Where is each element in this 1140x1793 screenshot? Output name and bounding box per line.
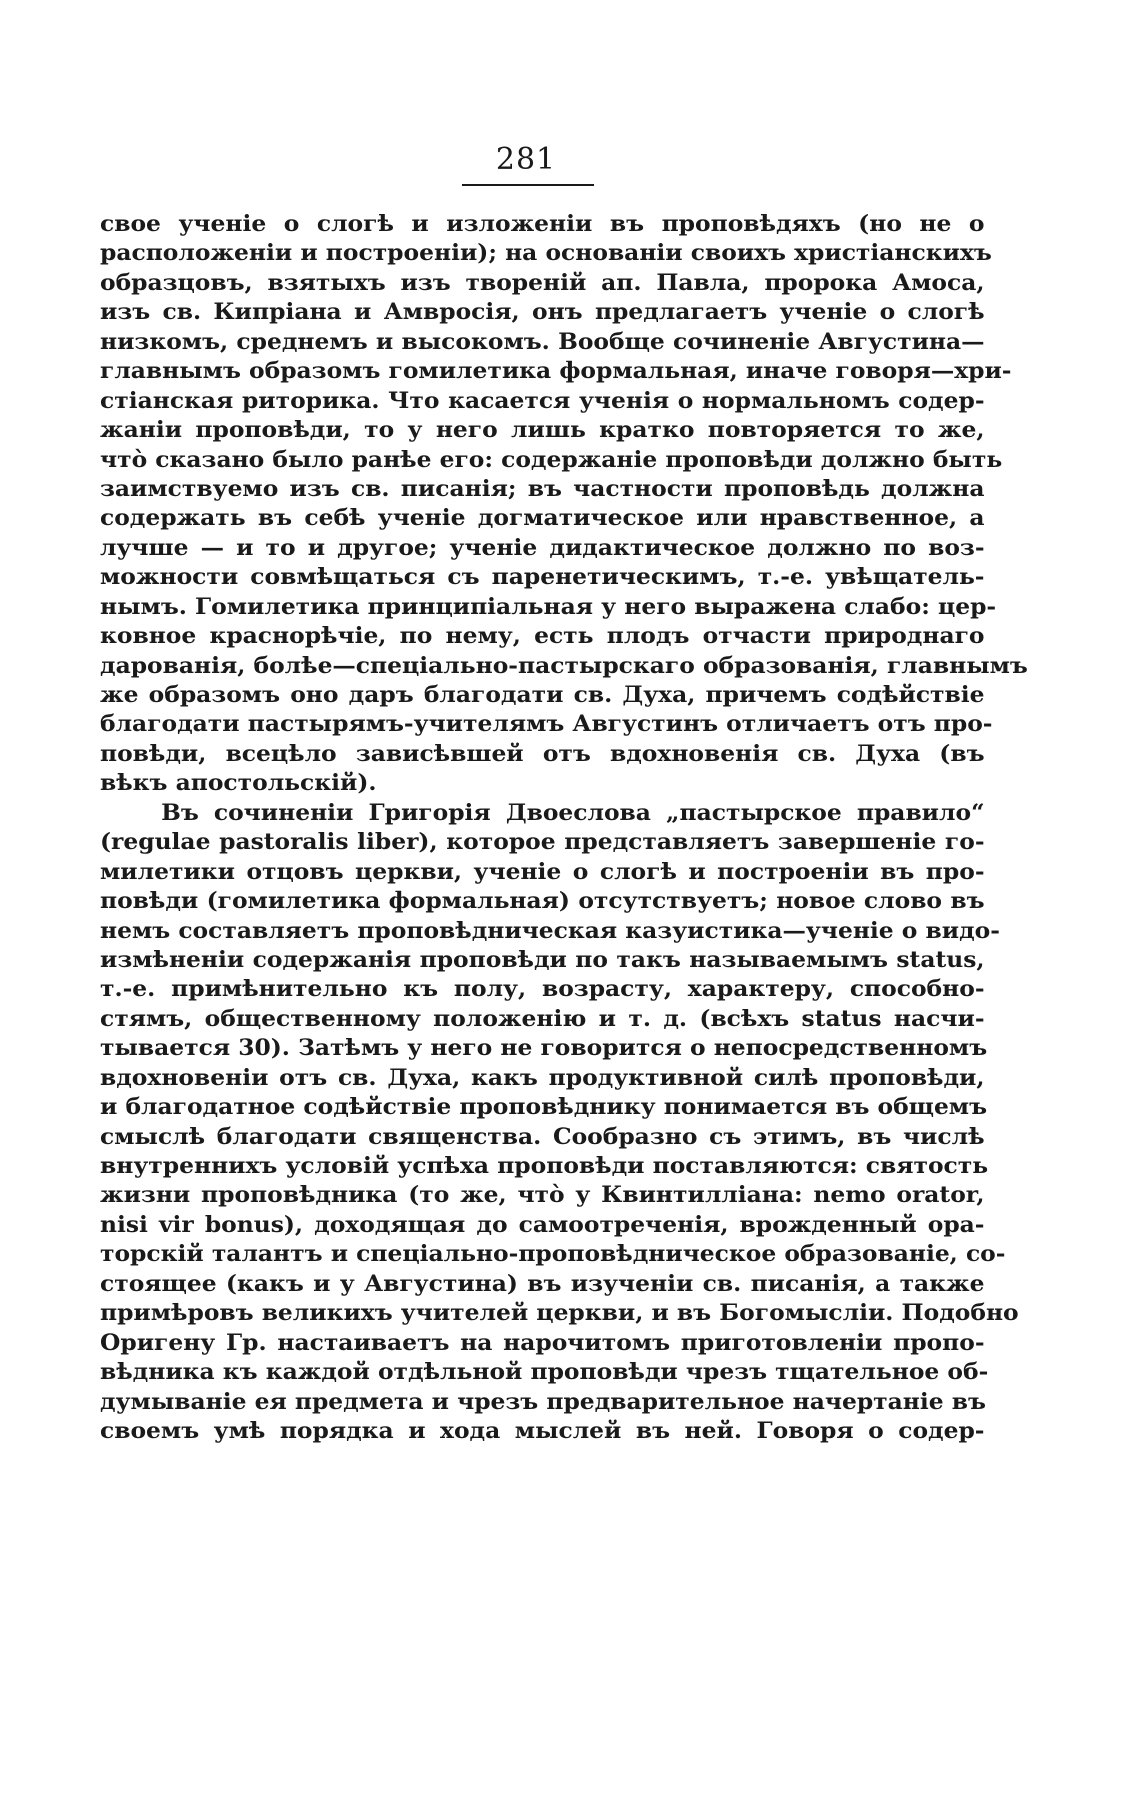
text-line: т.-е. примѣнительно къ полу, возрасту, характеру, способно-	[100, 976, 985, 1003]
text-line: стоящее (какъ и у Августина) въ изученіи св. писанія, а также	[100, 1270, 985, 1297]
text-line: Въ сочиненіи Григорія Двоеслова „пастырское правило“	[161, 799, 985, 826]
text-line: смыслѣ благодати священства. Сообразно съ этимъ, въ числѣ	[100, 1123, 985, 1150]
text-line: повѣди (гомилетика формальная) отсутствуетъ; новое слово въ	[100, 888, 985, 915]
text-line: nisi vir bonus), доходящая до самоотреченія, врожденный ора-	[100, 1211, 985, 1238]
text-line: вѣдника къ каждой отдѣльной проповѣди чрезъ тщательное об-	[100, 1359, 989, 1386]
text-line: милетики отцовъ церкви, ученіе о слогѣ и построеніи въ про-	[100, 858, 985, 885]
body-text	[100, 210, 1028, 1446]
text-line: думываніе ея предмета и чрезъ предварительное начертаніе въ	[100, 1388, 986, 1415]
text-line: содержать въ себѣ ученіе догматическое или нравственное, а	[100, 505, 985, 532]
text-line: образцовъ, взятыхъ изъ твореній ап. Павла, пророка Амоса,	[100, 269, 985, 296]
text-line: вѣкъ апостольскій).	[100, 770, 377, 797]
text-line: (regulae pastoralis liber), которое представляетъ завершеніе го-	[100, 829, 985, 856]
text-line: что̀ сказано было ранѣе его: содержаніе проповѣди должно быть	[100, 446, 1003, 473]
text-line: расположеніи и построеніи); на основаніи своихъ христіанскихъ	[100, 240, 992, 267]
text-line: своемъ умѣ порядка и хода мыслей въ ней. Говоря о содер-	[100, 1417, 985, 1444]
text-line: нымъ. Гомилетика принципіальная у него выражена слабо: цер-	[100, 593, 997, 620]
text-line: внутреннихъ условій успѣха проповѣди поставляются: святость	[100, 1153, 989, 1179]
text-line: и благодатное содѣйствіе проповѣднику понимается въ общемъ	[100, 1094, 988, 1121]
text-line: благодати пастырямъ-учителямъ Августинъ отличаетъ отъ про-	[100, 711, 993, 738]
text-line: дарованія, болѣе—спеціально-пастырскаго образованія, главнымъ	[100, 652, 1028, 679]
text-line: примѣровъ великихъ учителей церкви, и въ Богомысліи. Подобно	[100, 1300, 1019, 1327]
text-line: стіанская риторика. Что касается ученія о нормальномъ содер-	[100, 387, 985, 414]
text-line: же образомъ оно даръ благодати св. Духа, причемъ содѣйствіе	[100, 682, 985, 708]
text-line: вдохновеніи отъ св. Духа, какъ продуктивной силѣ проповѣди,	[100, 1064, 985, 1091]
text-line: ковное краснорѣчіе, по нему, есть плодъ отчасти природнаго	[100, 623, 985, 650]
text-line: тывается 30). Затѣмъ у него не говорится о непосредственномъ	[100, 1035, 988, 1062]
text-line: стямъ, общественному положенію и т. д. (всѣхъ status насчи-	[100, 1005, 985, 1032]
text-line: жаніи проповѣди, то у него лишь кратко повторяется то же,	[100, 417, 985, 444]
text-line: низкомъ, среднемъ и высокомъ. Вообще сочиненіе Августина—	[100, 328, 985, 355]
page-number-rule	[462, 184, 594, 186]
text-line: повѣди, всецѣло зависѣвшей отъ вдохновенія св. Духа (въ	[100, 740, 985, 767]
text-line: жизни проповѣдника (то же, что̀ у Квинтилліана: nemo orator,	[100, 1182, 985, 1209]
text-line: немъ составляетъ проповѣдническая казуистика—ученіе о видо-	[100, 917, 1000, 944]
text-line: главнымъ образомъ гомилетика формальная, иначе говоря—хри-	[100, 358, 1012, 385]
text-line: лучше — и то и другое; ученіе дидактическое должно по воз-	[100, 534, 985, 561]
paragraph-2	[100, 799, 1019, 1447]
text-line: заимствуемо изъ св. писанія; въ частности проповѣдь должна	[100, 475, 985, 502]
page-number: 281	[495, 142, 557, 177]
text-line: свое ученіе о слогѣ и изложеніи въ проповѣдяхъ (но не о	[100, 211, 985, 237]
text-line: измѣненіи содержанія проповѣди по такъ называемымъ status,	[100, 946, 985, 973]
text-line: торскій талантъ и спеціально-проповѣдническое образованіе, со-	[100, 1241, 1006, 1268]
paragraph-1	[100, 210, 1028, 799]
text-line: Оригену Гр. настаиваетъ на нарочитомъ приготовленіи пропо-	[100, 1329, 985, 1356]
text-line: можности совмѣщаться съ паренетическимъ, т.-е. увѣщатель-	[100, 564, 985, 591]
text-line: изъ св. Кипріана и Амвросія, онъ предлагаетъ ученіе о слогѣ	[100, 299, 985, 326]
